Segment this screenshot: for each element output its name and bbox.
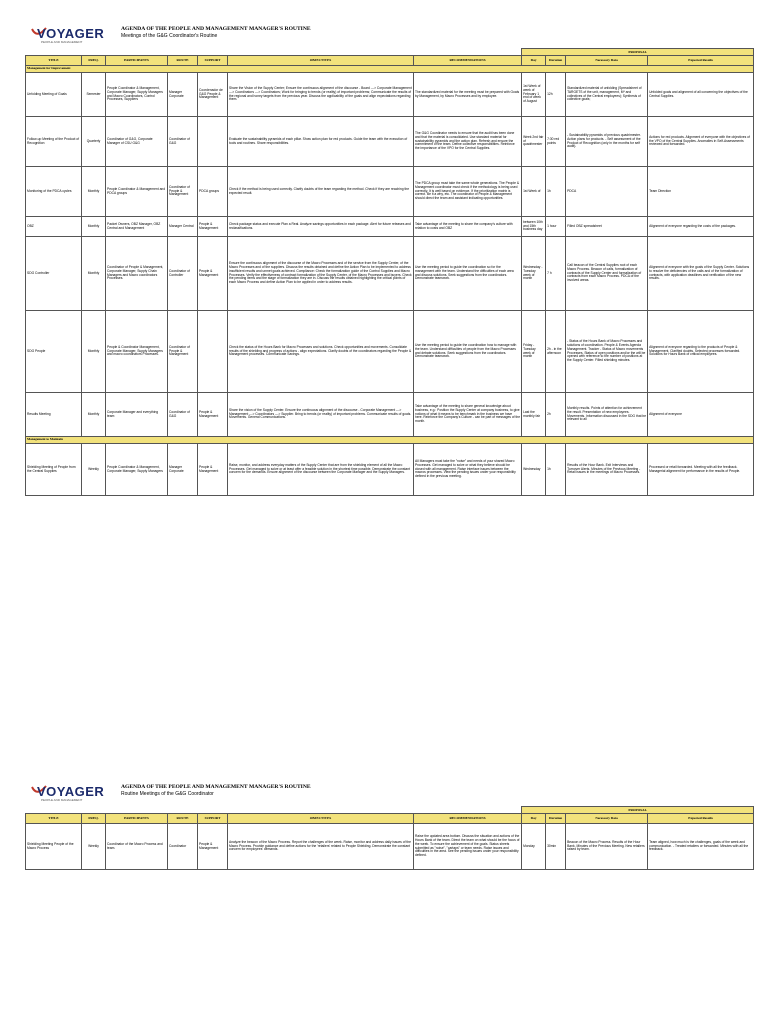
cell-day: Monday <box>522 824 546 870</box>
col-title: TITLE <box>26 814 82 824</box>
document-header <box>25 776 753 806</box>
cell-objectives: Share the Vision of the Supply Center; Ensure the continuous alignment of the discourse - Board ---> Corporate Management ---> Coordinators ---> Coordinators; Work for bringing to trends (or reality) of important problems; Communicate the results of the regional and honey targets from the previous year. Discuss the applicability of the goals and align expectations regarding them. <box>228 73 414 117</box>
col-duration: Duration <box>546 814 566 824</box>
col-route: ROUTE <box>168 814 198 824</box>
cell-support <box>198 117 228 167</box>
col-duration: Duration <box>546 56 566 66</box>
table-row <box>26 824 754 870</box>
document-title: AGENDA OF THE PEOPLE AND MANAGEMENT MANAGER'S ROUTINE <box>121 26 311 32</box>
cell-route: Coordinator of People & Management <box>168 311 198 393</box>
col-participants: PARTICIPANTS <box>106 56 168 66</box>
cell-results: Alignment of everyone <box>648 393 754 437</box>
cell-recommendations: Use the meeting period to guide the coordination so for the management with the team. Understand the difficulties of each area and discuss solutions. Seek suggestions from the coordinators. Demonstrate teamwork. <box>414 237 522 311</box>
cell-data: Beacon of the Macro Process. Results of the Hour Bank. Minutes of the Previous Meeting. New retailers raised by team. <box>566 824 648 870</box>
cell-title: Unfolding Meeting of Goals <box>26 73 82 117</box>
col-freq: FREQ. <box>82 56 106 66</box>
header-row <box>26 814 754 824</box>
col-recommendations: RECOMMENDATIONS <box>414 56 522 66</box>
table-row <box>26 73 754 117</box>
cell-support: People & Management <box>198 217 228 237</box>
cell-day: Last the monthly fair <box>522 393 546 437</box>
cell-freq: Quarterly <box>82 117 106 167</box>
cell-duration: 1 hour <box>546 217 566 237</box>
section-title: Management to Maintain <box>26 437 754 444</box>
logo-text: VOYAGER <box>37 784 105 799</box>
cell-duration: 30min <box>546 824 566 870</box>
cell-results: Unfolded goals and alignment of all concerning the objectives of the Central Supplies. <box>648 73 754 117</box>
document-title: AGENDA OF THE PEOPLE AND MANAGEMENT MANAGER'S ROUTINE <box>121 784 311 790</box>
table-row <box>26 393 754 437</box>
cell-recommendations: Use the meeting period to guide the coordination how to manage with the team. Understand difficulties of people from the Macro Processes and debate solutions. Seek suggestions from the coordinators. Demonstrate teamwork. <box>414 311 522 393</box>
document-subtitle: Routine Meetings of the G&G Coordinator <box>121 791 214 797</box>
cell-data: - Status of the Hours Bank of Macro Processes and solutions of coordination. People & Events Agenda Management. Tracker - Status of Macro movements Processes. Status of open positions and/or the will be opened with reference to the number of positions at the Supply Center. Filled shielding minutes. <box>566 311 648 393</box>
cell-day: 1st Week of <box>522 167 546 217</box>
cell-objectives: Analyze the beacon of the Macro Process. Report the challenges of the week. Raise, monitor and address daily issues of the Macro Process. Provide guidance and define actions for the 'retailers' related to People Shielding. Demonstrate the constant concern for employees' demands. <box>228 824 414 870</box>
cell-objectives: Ensure the continuous alignment of the discourse of the Macro Processes and of the service from the Supply Center, of the Macro Processes and of the suppliers. Discuss the results obtained and define the Action Plan to be implemented to address insufficient results and unmet goals achieved. Compliance: Check the formalization guide of the Control Supplies and Macro Processes. Verify the effectiveness of contract formalization of the Supply Center, of the Macro Processes and buyers. Check the pending items and the stage of formalization they are in. Discuss the results obtained highlighting the critical points of each Macro Process and define Action Plan to be applied in order to address results. <box>228 237 414 311</box>
cell-day: between 10th and 15th business day <box>522 217 546 237</box>
col-expected-results: Expected Results <box>648 814 754 824</box>
cell-title: Shielding Meeting People of the Macro Process <box>26 824 82 870</box>
cell-data: Call beacon of the Central Supplies root of each Macro Process. Beacon of calls, formalization of contracts of the Supply Center and formalization of contracts from each Macro Process. PDCA of the involved areas. <box>566 237 648 311</box>
voyager-logo <box>31 26 105 46</box>
cell-participants: People Coordinator & Management and PDCA groups <box>106 167 168 217</box>
cell-support: Coordenador de G&G People & Management <box>198 73 228 117</box>
cell-results: Team Direction <box>648 167 754 217</box>
cell-duration: 2h <box>546 393 566 437</box>
cell-freq: Monthly <box>82 217 106 237</box>
col-participants: PARTICIPANTS <box>106 814 168 824</box>
cell-route: Manager Central <box>168 217 198 237</box>
cell-data: Monthly results. Points of attention for achievement the result. Presentation of new employees. Movements. Information discussed in the SDG that be relevant to all <box>566 393 648 437</box>
col-day: Day <box>522 56 546 66</box>
document-subtitle: Meetings of the G&G Coordinator's Routine <box>121 33 218 39</box>
cell-support: People & Management <box>198 444 228 496</box>
cell-objectives: Check the status of the Hours Bank for Macro Processes and solutions. Check opportunities and movements. Consolidate results of the shielding and progress of actions - align expectations. Clarify doubts of the coordinators regarding the People & Management processes. Communicate Savings. <box>228 311 414 393</box>
logo-subtext: PEOPLE AND MANAGEMENT <box>41 798 83 802</box>
page-1 <box>25 18 753 496</box>
cell-data: Standardized material of unfolding (Spreadsheet of TARGETS of the unit, management, M* and collectives of the Central employees); Synthesis of collective goals; <box>566 73 648 117</box>
document-header <box>25 18 753 48</box>
table-row <box>26 167 754 217</box>
proposal-row <box>26 49 754 56</box>
cell-title: OBZ <box>26 217 82 237</box>
table-row <box>26 311 754 393</box>
cell-data: - Sustainability pyramids of previous quadrimester. Action plans for products. - Self assessment of the Product of Recognition (only in the months for self audit). <box>566 117 648 167</box>
cell-freq: Weekly <box>82 824 106 870</box>
cell-day: Wednesday - Tuesday week of month <box>522 237 546 311</box>
col-objectives: OBJECTIVES <box>228 56 414 66</box>
cell-freq: Weekly <box>82 444 106 496</box>
col-expected-results: Expected Results <box>648 56 754 66</box>
voyager-logo <box>31 784 105 804</box>
cell-support <box>198 311 228 393</box>
cell-results: Actions for red products. Alignment of everyone with the objectives of the VPO of the Central Supplies. Anomalies in Self-Assessments reviewed and forwarded. <box>648 117 754 167</box>
col-freq: FREQ. <box>82 814 106 824</box>
cell-title: Shielding Meeting of People from the Central Supplies <box>26 444 82 496</box>
section-row <box>26 66 754 73</box>
col-title: TITLE <box>26 56 82 66</box>
cell-data: Results of the Hour Bank. Exit Interviews and Turnover Alerts. Minutes of the Previous Meeting - Retail issues in the meetings of Macro Processes. <box>566 444 648 496</box>
col-route: ROUTE <box>168 56 198 66</box>
proposal-header: PROPOSAL <box>522 49 754 56</box>
cell-participants: People Coordinator & Management, Corporate Manager, Supply Managers <box>106 444 168 496</box>
cell-objectives: Share the vision of the Supply Center. Ensure the continuous alignment of the discourse - Corporate Management ---> Management ---> Coordinators ---> Supplier. Bring to trends (or reality) of important problems. Communicate results of goals. Movements. General Communications. <box>228 393 414 437</box>
logo-text: VOYAGER <box>37 26 105 41</box>
cell-title: SDG Controller <box>26 237 82 311</box>
proposal-header: PROPOSAL <box>522 807 754 814</box>
cell-recommendations: Raise the updated area bottom. Discuss the situation and actions of the Hours Bank of the team. Direct the team on what should be the focus of the week. To ensure the achievement of the goals. Status sheets submitted as "noise", "cartaps" or team needs. Raise issues and difficulties in the area. See the pending issues under your responsibility defined. <box>414 824 522 870</box>
cell-results: Alignment of everyone regarding the costs of the packages. <box>648 217 754 237</box>
cell-data: Filled OBZ spreadsheet <box>566 217 648 237</box>
cell-freq: Monthly <box>82 167 106 217</box>
cell-recommendations: The PDCA group must take the same whole generations. The People & Management coordinator must check if the methodology is being used correctly. It is well based on evidence. If the prioritization matrix is correct. Be it a why, etc. The coordinator of People & Management should direct the team and assistant indicating opportunities. <box>414 167 522 217</box>
logo-subtext: PEOPLE AND MANAGEMENT <box>41 40 83 44</box>
cell-duration: 12h <box>546 73 566 117</box>
cell-route: Coordinator of Controller <box>168 237 198 311</box>
cell-participants: Corporate Manager and everything team <box>106 393 168 437</box>
page-2 <box>25 776 753 870</box>
cell-results: Alignment of everyone regarding to the products of People & Management. Clarified doubts. Selected processes forwarded. Solutions for Hours Bank of critical employees. <box>648 311 754 393</box>
cell-participants: Coordinator of People & Management, Corporate Manager, Supply Chain Managers and Macro coordinators Processes. <box>106 237 168 311</box>
cell-participants: Packet Owners, OBZ Manager, OBZ Central and Management <box>106 217 168 237</box>
cell-freq: Monthly <box>82 237 106 311</box>
cell-results: Team aligned, how much is the challenges, goals of the week and communication. - Treated retailers or forwarded. Minutes with all the feedback. <box>648 824 754 870</box>
col-necessary-data: Necessary Data <box>566 56 648 66</box>
cell-participants: People Coordinator & Management, Corporate Manager, Supply Managers and Macro Coordinators, Control Processes, Suppliers <box>106 73 168 117</box>
cell-route: Manager Corporate <box>168 73 198 117</box>
cell-route: Coordinator of G&G <box>168 117 198 167</box>
header-row <box>26 56 754 66</box>
cell-participants: People & Coordinator Management, Corporate Manager, Supply Managers and macro coordinators Processes. <box>106 311 168 393</box>
table-row <box>26 217 754 237</box>
cell-day: Wednesday <box>522 444 546 496</box>
col-recommendations: RECOMMENDATIONS <box>414 814 522 824</box>
cell-duration: 7 h <box>546 237 566 311</box>
cell-support: PDCA groups <box>198 167 228 217</box>
col-objectives: OBJECTIVES <box>228 814 414 824</box>
cell-recommendations: The G&G Coordinator needs to ensure that the audit has been done and that the material is consolidated. Use standard material for sustainability pyramids and the action plan. Refresh and ensure the commitment of the team. Define collective responsibilities. Reinforce the importance of the VPO for the Central Supplies. <box>414 117 522 167</box>
agenda-table <box>25 806 754 870</box>
cell-route: Coordinator of People & Management <box>168 167 198 217</box>
cell-recommendations: Take advantage of the meeting to share the company's culture with relation to costs and OBZ <box>414 217 522 237</box>
cell-route: Coordinator <box>168 824 198 870</box>
cell-day: Week 2nd fair of quadrimester <box>522 117 546 167</box>
proposal-row <box>26 807 754 814</box>
cell-support: People & Management <box>198 237 228 311</box>
col-support: SUPPORT <box>198 814 228 824</box>
cell-recommendations: All Managers must take the "noise" and needs of your shared Macro Processes. Get managed to solve or what they believe should be closed with all management. Raise interface issues between the macros processes. View the pending issues under your responsibility defined in the previous meeting. <box>414 444 522 496</box>
cell-recommendations: The standardized material for the meeting must be prepared with Goals by Management, by Macro Processes and by employee. <box>414 73 522 117</box>
section-row <box>26 437 754 444</box>
cell-title: Results Meeting <box>26 393 82 437</box>
cell-title: Monitoring of the PDCA cycles <box>26 167 82 217</box>
cell-recommendations: Take advantage of the meeting to share general knowledge about business, e.g.: Position the Supply Center at company business, to give notions of what it means to be benchmark in the business we have here. Reinforce the Company's Culture - can be part of messages of the month. <box>414 393 522 437</box>
table-row <box>26 117 754 167</box>
cell-results: Alignment of everyone with the goals of the Supply Center. Solutions to resolve the deficiencies of the calls and of the formalization of contracts, with application deadlines and verification of the new results. <box>648 237 754 311</box>
cell-title: Follow-up Meeting of the Product of Recognition <box>26 117 82 167</box>
table-row <box>26 237 754 311</box>
cell-participants: Coordinator of G&G, Corporate Manager of CSU G&G <box>106 117 168 167</box>
cell-data: PDCA <box>566 167 648 217</box>
col-day: Day <box>522 814 546 824</box>
cell-duration: 2h - in the afternoon <box>546 311 566 393</box>
cell-freq: Monthly <box>82 311 106 393</box>
cell-duration: 1h <box>546 444 566 496</box>
section-title: Management for Improvement <box>26 66 754 73</box>
cell-support: People & Management <box>198 393 228 437</box>
col-necessary-data: Necessary Data <box>566 814 648 824</box>
cell-objectives: Check if the method is being used correctly. Clarify doubts of the team regarding the method. Check if they are reaching the expected result. <box>228 167 414 217</box>
cell-route: Coordinator of G&G <box>168 393 198 437</box>
cell-route: Manager Corporate <box>168 444 198 496</box>
cell-freq: Semester <box>82 73 106 117</box>
cell-day: Friday - Tuesday week of month <box>522 311 546 393</box>
col-support: SUPPORT <box>198 56 228 66</box>
cell-freq: Monthly <box>82 393 106 437</box>
table-row <box>26 444 754 496</box>
cell-support: People & Management <box>198 824 228 870</box>
cell-objectives: Evaluate the sustainability pyramids of each pillar. Show action plan for red products. Guide the team with the execution of tools and routines. Share responsibilities. <box>228 117 414 167</box>
cell-title: SDG People <box>26 311 82 393</box>
cell-participants: Coordinator of the Macro Process and team. <box>106 824 168 870</box>
cell-objectives: Check package status and execute Plan a Real. Analyze savings opportunities in each package. Alert for future releases and reclassifications. <box>228 217 414 237</box>
cell-duration: 1h <box>546 167 566 217</box>
cell-duration: 7:30 red points <box>546 117 566 167</box>
cell-objectives: Raise, monitor, and address everyday matters of the Supply Center that are from the shielding element of all the Macro Processes. Get managed to solve or at least offer a feasible solution in the shortest time possible. Demonstrate the constant concern for the demands. Ensure alignment of the discourse between the Corporate Manager and the Supply Managers. <box>228 444 414 496</box>
cell-day: 1st Week of week of February 1 end of week of August <box>522 73 546 117</box>
agenda-table <box>25 48 754 496</box>
cell-results: Processed or retail forwarded. Meeting with all the feedback. Managerial alignment for performance in the results of People. <box>648 444 754 496</box>
